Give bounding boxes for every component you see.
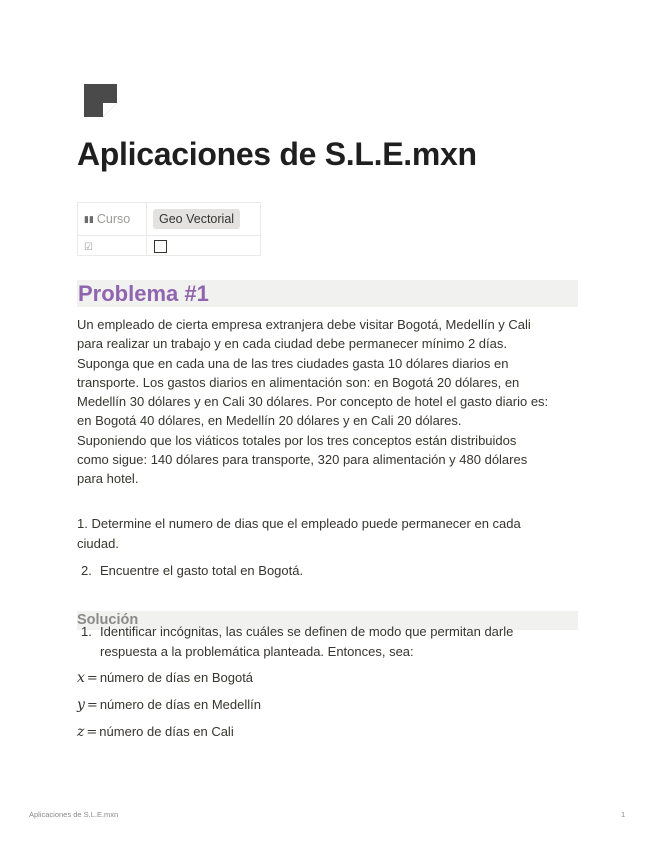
page-note-icon xyxy=(84,84,117,117)
variable-symbol: y xyxy=(77,697,85,713)
list-number: 1. xyxy=(81,624,92,639)
question-1 xyxy=(77,514,578,553)
paragraph-line: para realizar un trabajo y en cada ciudad debe permanecer mínimo 2 días. xyxy=(77,336,507,352)
page-title: Aplicaciones de S.L.E.mxn xyxy=(77,136,477,172)
solution-heading: Solución xyxy=(77,611,578,630)
paragraph-line: transporte. Los gastos diarios en alimentación son: en Bogotá 20 dólares, en xyxy=(77,374,520,390)
checkbox-property-icon: ☑ xyxy=(84,241,93,253)
variable-symbol: z xyxy=(77,724,85,740)
variable-description: número de días en Medellín xyxy=(99,697,261,712)
question-2-text: Encuentre el gasto total en Bogotá. xyxy=(100,563,304,578)
property-label-curso: Curso xyxy=(96,212,131,226)
property-row-curso xyxy=(78,203,261,236)
question-1-line-1: 1. Determine el numero de dias que el empleado puede permanecer en cada xyxy=(77,516,521,531)
list-number: 2. xyxy=(81,563,92,578)
variable-definition-x xyxy=(77,670,253,686)
footer-title: Aplicaciones de S.L.E.mxn xyxy=(29,810,119,819)
problem-heading: Problema #1 xyxy=(77,280,578,307)
paragraph-line: Suponga que en cada una de las tres ciudades gasta 10 dólares diarios en xyxy=(77,355,509,371)
problem-paragraph xyxy=(77,315,578,489)
property-value-checkbox[interactable] xyxy=(147,236,261,256)
paragraph-line: para hotel. xyxy=(77,471,139,487)
checkbox[interactable] xyxy=(154,240,167,253)
question-1-line-2: ciudad. xyxy=(77,535,119,551)
equals-sign: = xyxy=(86,725,98,740)
paragraph-line: Medellín 30 dólares y en Cali 30 dólares. Por concepto de hotel el gasto diario es: xyxy=(77,394,549,410)
variable-definition-y xyxy=(77,697,261,713)
property-row-checkbox xyxy=(78,236,261,256)
course-tag[interactable]: Geo Vectorial xyxy=(153,209,240,229)
book-icon: ▮▮ xyxy=(84,214,94,224)
variable-definition-z xyxy=(77,724,234,740)
step-1-text: Identificar incógnitas, las cuáles se definen de modo que permitan darle respuesta a la problemática planteada. Entonces, sea: xyxy=(100,624,514,659)
paragraph-line: en Bogotá 40 dólares, en Medellín 20 dólares y en Cali 20 dólares. xyxy=(77,413,462,429)
equals-sign: = xyxy=(86,671,98,686)
equals-sign: = xyxy=(86,698,98,713)
paragraph-line: Un empleado de cierta empresa extranjera debe visitar Bogotá, Medellín y Cali xyxy=(77,317,531,332)
question-2 xyxy=(81,561,303,581)
property-key-curso xyxy=(78,203,147,236)
paragraph-line: Suponiendo que los viáticos totales por los tres conceptos están distribuidos xyxy=(77,432,517,448)
variable-description: número de días en Bogotá xyxy=(99,670,254,685)
paragraph-line: como sigue: 140 dólares para transporte, 320 para alimentación y 480 dólares xyxy=(77,452,528,468)
property-value-curso[interactable] xyxy=(147,203,261,236)
variable-description: número de días en Cali xyxy=(99,724,234,739)
solution-step-1 xyxy=(81,622,581,661)
variable-symbol: x xyxy=(77,670,85,686)
footer-page-number: 1 xyxy=(621,810,626,819)
property-key-checkbox xyxy=(78,236,147,256)
properties-table xyxy=(77,202,261,256)
